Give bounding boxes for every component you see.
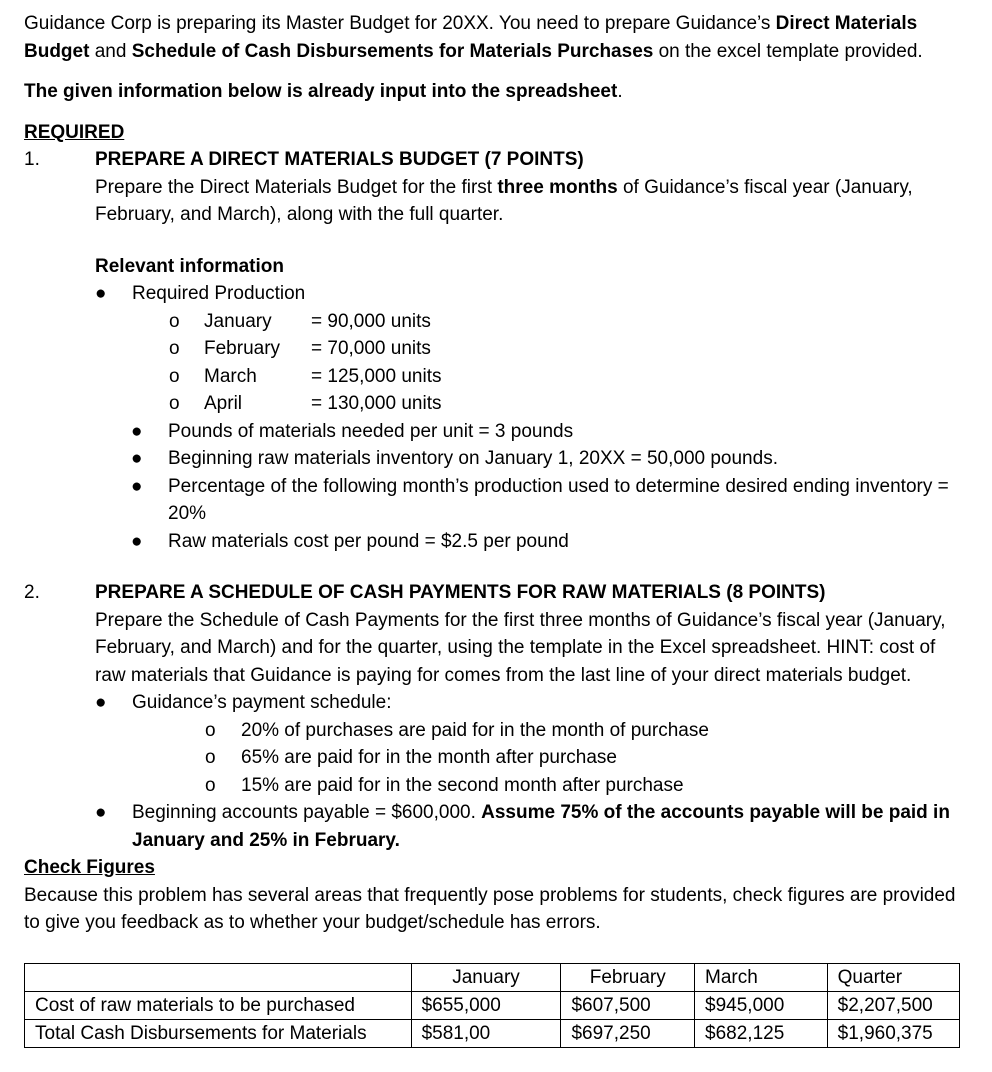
hollow-bullet-icon: o — [169, 310, 180, 332]
required-heading: REQUIRED — [24, 121, 125, 143]
production-january: o January = 90,000 units — [24, 308, 968, 336]
payment-schedule-item: ● Guidance’s payment schedule: — [24, 689, 968, 717]
hollow-bullet-icon: o — [169, 393, 180, 414]
intro-paragraph: Guidance Corp is preparing its Master Budget for 20XX. You need to prepare Guidance’s Direct Materials Budget and Schedule of Cash Disbursements for Materials Purchases on the excel template provided. — [24, 13, 923, 62]
hollow-bullet-icon: o — [205, 747, 216, 768]
table-cell: $2,207,500 — [827, 992, 959, 1020]
production-april: o April = 130,000 units — [24, 390, 968, 418]
directions-document — [24, 0, 968, 1044]
check-figures-heading: Check Figures — [24, 857, 155, 878]
table-cell: $697,250 — [561, 1020, 695, 1048]
table-header-cell: Quarter — [827, 964, 959, 992]
table-header-row — [25, 964, 960, 992]
payment-item: o 15% are paid for in the second month after purchase — [24, 772, 968, 800]
payment-item: o 20% of purchases are paid for in the month of purchase — [24, 717, 968, 745]
table-cell: Total Cash Disbursements for Materials — [25, 1020, 412, 1048]
info-item: ● Raw materials cost per pound = $2.5 per pound — [24, 528, 968, 556]
section-1-heading: PREPARE A DIRECT MATERIALS BUDGET (7 POINTS) — [95, 149, 584, 170]
relevant-info-heading: Relevant information — [95, 255, 284, 277]
table-header-cell: January — [411, 964, 561, 992]
section-2-number: 2. — [24, 582, 40, 603]
check-figures-text: Because this problem has several areas that frequently pose problems for students, check figures are provided to give you feedback as to whether your budget/schedule has errors. — [24, 884, 956, 933]
hollow-bullet-icon: o — [169, 338, 180, 359]
table-cell: $1,960,375 — [827, 1020, 959, 1048]
section-2 — [24, 579, 968, 607]
section-1 — [24, 146, 968, 174]
bullet-icon: ● — [131, 530, 143, 552]
table-header-cell: March — [695, 964, 828, 992]
table-cell: Cost of raw materials to be purchased — [25, 992, 412, 1020]
section-2-heading: PREPARE A SCHEDULE OF CASH PAYMENTS FOR RAW MATERIALS (8 POINTS) — [95, 582, 826, 603]
info-item: ● Percentage of the following month’s production used to determine desired ending inventory = 20% — [24, 473, 968, 528]
section-1-text: Prepare the Direct Materials Budget for the first three months of Guidance’s fiscal year (January, February, and March), along with the full quarter. — [95, 176, 913, 225]
required-production-item: ● Required Production — [24, 280, 968, 308]
info-item: ● Beginning raw materials inventory on January 1, 20XX = 50,000 pounds. — [24, 445, 968, 473]
table-cell: $581,00 — [411, 1020, 561, 1048]
accounts-payable-item: ● Beginning accounts payable = $600,000. Assume 75% of the accounts payable will be paid in January and 25% in February. — [24, 799, 968, 854]
info-item: ● Pounds of materials needed per unit = 3 pounds — [24, 418, 968, 446]
bullet-icon: ● — [95, 802, 107, 823]
given-info-note: The given information below is already input into the spreadsheet. — [24, 81, 623, 102]
payment-item: o 65% are paid for in the month after purchase — [24, 744, 968, 772]
section-1-number: 1. — [24, 149, 40, 170]
table-cell: $682,125 — [695, 1020, 828, 1048]
bullet-icon: ● — [95, 283, 107, 304]
table-cell: $945,000 — [695, 992, 828, 1020]
table-row — [25, 1020, 960, 1048]
hollow-bullet-icon: o — [205, 719, 216, 741]
table-row — [25, 992, 960, 1020]
table-cell: $607,500 — [561, 992, 695, 1020]
page-title — [24, 0, 968, 10]
bullet-icon: ● — [131, 475, 143, 497]
production-february: o February = 70,000 units — [24, 335, 968, 363]
hollow-bullet-icon: o — [205, 774, 216, 796]
table-cell: $655,000 — [411, 992, 561, 1020]
hollow-bullet-icon: o — [169, 365, 180, 387]
section-2-text: Prepare the Schedule of Cash Payments for the first three months of Guidance’s fiscal year (January, February, and March) and for the quarter, using the template in the Excel spreadsheet. HINT: cost of raw materials that Guidance is paying for comes from the last line of your direct materials budget. — [95, 609, 946, 686]
bullet-icon: ● — [131, 448, 143, 469]
bullet-icon: ● — [95, 692, 107, 713]
bullet-icon: ● — [131, 420, 143, 442]
production-march: o March = 125,000 units — [24, 363, 968, 391]
table-header-cell: February — [561, 964, 695, 992]
table-header-cell — [25, 964, 412, 992]
check-figures-table — [24, 963, 960, 1048]
